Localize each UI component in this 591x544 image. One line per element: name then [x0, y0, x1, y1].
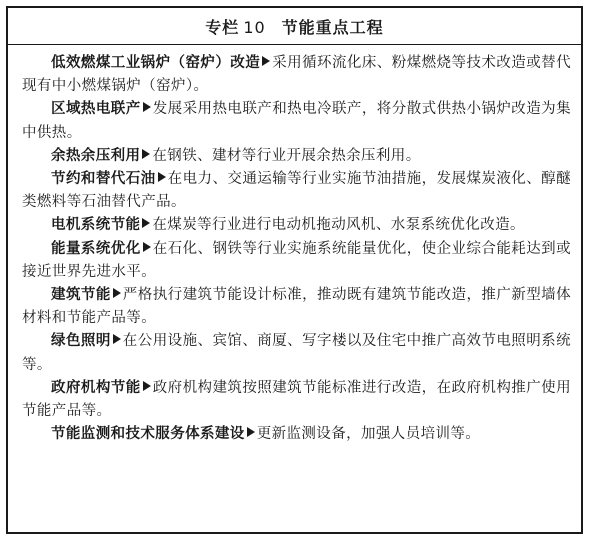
- project-description: 发展采用热电联产和热电冷联产，将分散式供热小锅炉改造为集中供热。: [22, 101, 571, 141]
- project-item: [22, 168, 571, 214]
- project-description: 在煤炭等行业进行电动机拖动风机、水泵系统优化改造。: [152, 217, 525, 234]
- project-description: 采用循环流化床、粉煤燃烧等技术改造或替代现有中小燃煤锅炉（窑炉）。: [22, 55, 571, 95]
- arrow-right-icon: [143, 102, 151, 112]
- project-item: [22, 238, 571, 284]
- project-description: 政府机构建筑按照建筑节能标准进行改造，在政府机构推广使用节能产品等。: [22, 379, 571, 420]
- column-box: [6, 6, 583, 534]
- column-label: 专栏: [205, 18, 240, 37]
- project-item: [22, 377, 571, 423]
- project-item: [22, 214, 571, 237]
- project-item: [22, 98, 571, 144]
- project-description: 在电力、交通运输等行业实施节油措施，发展煤炭液化、醇醚类燃料等石油替代产品。: [22, 171, 571, 211]
- project-item: [22, 52, 571, 98]
- arrow-right-icon: [143, 381, 151, 391]
- project-description: 在公用设施、宾馆、商厦、写字楼以及住宅中推广高效节电照明系统等。: [22, 333, 571, 373]
- column-heading: 节能重点工程: [281, 18, 384, 37]
- project-description: 严格执行建筑节能设计标准，推动既有建筑节能改造，推广新型墙体材料和节能产品等。: [22, 287, 571, 327]
- project-list: [22, 52, 571, 446]
- project-description: 更新监测设备，加强人员培训等。: [256, 426, 481, 443]
- arrow-right-icon: [158, 172, 166, 182]
- project-item: [22, 423, 571, 446]
- project-name: 绿色照明: [51, 333, 111, 350]
- project-name: 政府机构节能: [51, 379, 141, 396]
- arrow-right-icon: [142, 149, 150, 159]
- column-title: [8, 14, 581, 42]
- project-name: 节能监测和技术服务体系建设: [51, 426, 245, 443]
- project-name: 节约和替代石油: [51, 171, 156, 188]
- arrow-right-icon: [113, 288, 121, 298]
- project-item: [22, 145, 571, 168]
- arrow-right-icon: [142, 218, 150, 228]
- project-name: 区域热电联产: [51, 101, 141, 118]
- project-name: 电机系统节能: [51, 217, 141, 234]
- arrow-right-icon: [247, 427, 255, 437]
- column-number: 10: [243, 18, 266, 37]
- project-name: 能量系统优化: [51, 240, 141, 257]
- project-name: 低效燃煤工业锅炉（窑炉）改造: [51, 55, 261, 71]
- title-divider: [8, 44, 581, 45]
- arrow-right-icon: [143, 242, 151, 252]
- arrow-right-icon: [262, 56, 270, 66]
- project-description: 在石化、钢铁等行业实施系统能量优化，使企业综合能耗达到或接近世界先进水平。: [22, 240, 571, 280]
- project-name: 余热余压利用: [51, 147, 141, 164]
- project-item: [22, 330, 571, 376]
- project-name: 建筑节能: [51, 287, 111, 304]
- arrow-right-icon: [113, 334, 121, 344]
- project-item: [22, 284, 571, 330]
- project-description: 在钢铁、建材等行业开展余热余压利用。: [152, 147, 421, 164]
